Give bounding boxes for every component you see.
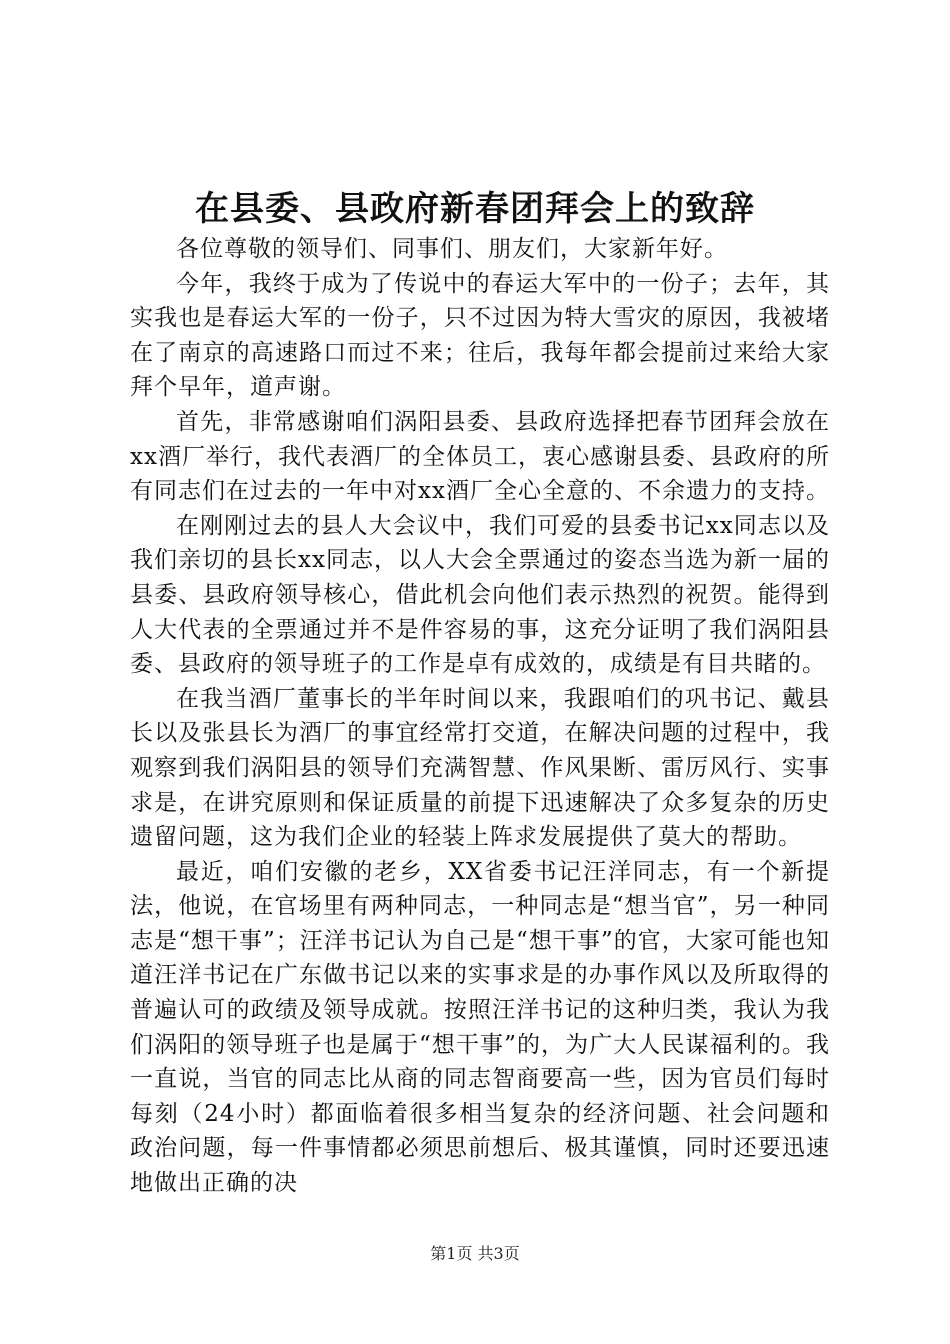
paragraph-spring-travel: 今年，我终于成为了传说中的春运大军中的一份子；去年，其实我也是春运大军的一份子，只不过因为特大雪灾的原因，我被堵在了南京的高速路口而过不来；往后，我每年都会提前过来给大家拜个早年，道声谢。 <box>130 270 830 401</box>
paragraph-chairman-experience: 在我当酒厂董事长的半年时间以来，我跟咱们的巩书记、戴县长以及张县长为酒厂的事宜经常打交道，在解决问题的过程中，我观察到我们涡阳县的领导们充满智慧、作风果断、雷厉风行、实事求是，在讲究原则和保证质量的前提下迅速解决了众多复杂的历史遗留问题，这为我们企业的轻装上阵求发展提供了莫大的帮助。 <box>130 685 830 851</box>
document-body <box>130 232 830 1201</box>
paragraph-greeting: 各位尊敬的领导们、同事们、朋友们，大家新年好。 <box>176 236 728 262</box>
paragraph-thanks: 首先，非常感谢咱们涡阳县委、县政府选择把春节团拜会放在xx酒厂举行，我代表酒厂的全体员工，衷心感谢县委、县政府的所有同志们在过去的一年中对xx酒厂全心全意的、不余遗力的支持。 <box>130 408 830 505</box>
paragraph-congratulations: 在刚刚过去的县人大会议中，我们可爱的县委书记xx同志以及我们亲切的县长xx同志，以人大会全票通过的姿态当选为新一届的县委、县政府领导核心，借此机会向他们表示热烈的祝贺。能得到人大代表的全票通过并不是件容易的事，这充分证明了我们涡阳县委、县政府的领导班子的工作是卓有成效的，成绩是有目共睹的。 <box>130 512 830 678</box>
document-title: 在县委、县政府新春团拜会上的致辞 <box>195 189 755 229</box>
paragraph-wang-yang: 最近，咱们安徽的老乡，XX省委书记汪洋同志，有一个新提法，他说，在官场里有两种同志，一种同志是“想当官”，另一种同志是“想干事”；汪洋书记认为自己是“想干事”的官，大家可能也知道汪洋书记在广东做书记以来的实事求是的办事作风以及所取得的普遍认可的政绩及领导成就。按照汪洋书记的这种归类，我认为我们涡阳的领导班子也是属于“想干事”的，为广大人民谋福利的。我一直说，当官的同志比从商的同志智商要高一些，因为官员们每时每刻（24小时）都面临着很多相当复杂的经济问题、社会问题和政治问题，每一件事情都必须思前想后、极其谨慎，同时还要迅速地做出正确的决 <box>130 858 830 1197</box>
page-footer: 第1页 共3页 <box>430 1244 520 1263</box>
